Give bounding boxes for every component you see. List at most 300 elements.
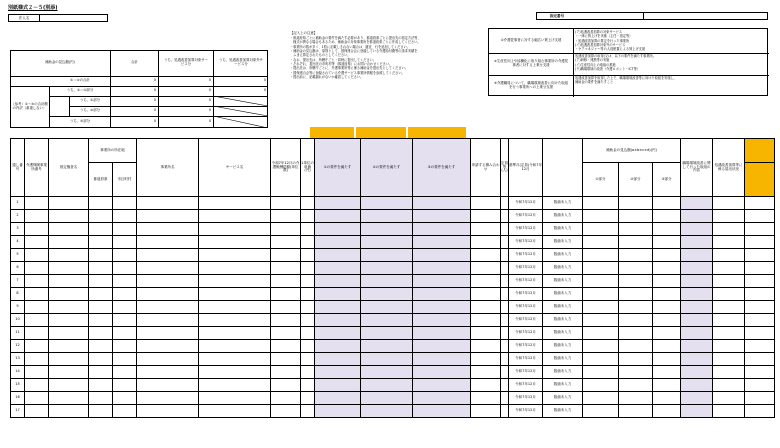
status-cell: 数値未入力 [543,392,583,405]
ext1-cell[interactable] [681,288,713,301]
kaigo-cell[interactable] [25,249,49,262]
tbd-cell[interactable] [501,353,509,366]
name-cell[interactable] [137,366,199,379]
fee-cell[interactable] [271,327,301,340]
ext2-cell[interactable] [713,262,745,275]
name-cell[interactable] [137,262,199,275]
tbd-cell[interactable] [501,314,509,327]
other-cell[interactable] [471,210,501,223]
tbd-cell[interactable] [501,340,509,353]
ext2-cell[interactable] [713,353,745,366]
city-cell[interactable] [113,275,137,288]
table-row [11,249,775,262]
pref-cell[interactable] [89,405,113,418]
req1-cell[interactable] [315,262,361,275]
ext1-cell[interactable] [681,275,713,288]
shitei-cell[interactable] [49,249,89,262]
req3-cell[interactable] [413,197,471,210]
tail-cell [745,392,775,405]
rate-cell[interactable] [301,353,315,366]
name-cell[interactable] [137,314,199,327]
pref-cell[interactable] [89,327,113,340]
fee-cell[interactable] [271,353,301,366]
req1-cell[interactable] [315,379,361,392]
req1-cell[interactable] [315,236,361,249]
pref-cell[interactable] [89,301,113,314]
req1-cell[interactable] [315,223,361,236]
shitei-cell[interactable] [49,366,89,379]
pref-cell[interactable] [89,366,113,379]
tbd-cell[interactable] [501,327,509,340]
ext1-cell[interactable] [681,236,713,249]
name-cell[interactable] [137,288,199,301]
other-cell[interactable] [471,262,501,275]
city-cell[interactable] [113,223,137,236]
fee-cell[interactable] [271,197,301,210]
ext1-cell[interactable] [681,301,713,314]
ext1-cell[interactable] [681,210,713,223]
shitei-cell[interactable] [49,340,89,353]
name-cell[interactable] [137,340,199,353]
req2-cell[interactable] [361,379,413,392]
tbd-cell[interactable] [501,236,509,249]
shitei-cell[interactable] [49,262,89,275]
city-cell[interactable] [113,327,137,340]
name-cell[interactable] [137,223,199,236]
req2-cell[interactable] [361,275,413,288]
fee-cell[interactable] [271,210,301,223]
tbd-cell[interactable] [501,405,509,418]
req1-cell[interactable] [315,288,361,301]
row-number: 1 [11,197,25,210]
kaigo-cell[interactable] [25,210,49,223]
sub3-cell [653,223,681,236]
pref-cell[interactable] [89,288,113,301]
pref-cell[interactable] [89,262,113,275]
pref-cell[interactable] [89,236,113,249]
kaigo-cell[interactable] [25,405,49,418]
rate-cell[interactable] [301,288,315,301]
sub2-cell [619,314,653,327]
rate-cell[interactable] [301,314,315,327]
service-cell[interactable] [199,327,271,340]
fee-cell[interactable] [271,379,301,392]
ext2-cell[interactable] [713,197,745,210]
req1-cell[interactable] [315,249,361,262]
kaigo-cell[interactable] [25,327,49,340]
fee-cell[interactable] [271,249,301,262]
pref-cell[interactable] [89,314,113,327]
fee-cell[interactable] [271,275,301,288]
service-cell[interactable] [199,353,271,366]
shitei-cell[interactable] [49,301,89,314]
rate-cell[interactable] [301,275,315,288]
ext1-cell[interactable] [681,353,713,366]
service-cell[interactable] [199,340,271,353]
fee-cell[interactable] [271,405,301,418]
kaigo-cell[interactable] [25,288,49,301]
row-number: 4 [11,236,25,249]
service-cell[interactable] [199,314,271,327]
req2-cell[interactable] [361,366,413,379]
table-row [11,327,775,340]
sub2-cell [619,301,653,314]
name-cell[interactable] [137,249,199,262]
req1-cell[interactable] [315,366,361,379]
service-cell[interactable] [199,301,271,314]
req1-cell[interactable] [315,210,361,223]
ext2-cell[interactable] [713,301,745,314]
ext2-cell[interactable] [713,392,745,405]
service-cell[interactable] [199,366,271,379]
tail-cell [745,275,775,288]
rate-cell[interactable] [301,366,315,379]
rate-cell[interactable] [301,249,315,262]
other-cell[interactable] [471,197,501,210]
col-rate-header: 1単位の単価(円) [301,139,315,197]
tbd-cell[interactable] [501,366,509,379]
tbd-cell[interactable] [501,223,509,236]
rate-cell[interactable] [301,379,315,392]
fee-cell[interactable] [271,314,301,327]
req2-cell[interactable] [361,327,413,340]
ext2-cell[interactable] [713,314,745,327]
summary-row-3-label: うち、①部分 [80,98,100,103]
kaigo-cell[interactable] [25,366,49,379]
sub1-cell [583,275,619,288]
req2-cell[interactable] [361,314,413,327]
city-cell[interactable] [113,210,137,223]
pref-cell[interactable] [89,379,113,392]
city-cell[interactable] [113,405,137,418]
row-number: 14 [11,366,25,379]
rate-cell[interactable] [301,405,315,418]
kaigo-cell[interactable] [25,197,49,210]
pref-cell[interactable] [89,340,113,353]
req2-cell[interactable] [361,236,413,249]
city-cell[interactable] [113,197,137,210]
ext2-cell[interactable] [713,327,745,340]
service-cell[interactable] [199,262,271,275]
kaigo-cell[interactable] [25,379,49,392]
pref-cell[interactable] [89,353,113,366]
city-cell[interactable] [113,366,137,379]
sub1-cell [583,210,619,223]
service-cell[interactable] [199,379,271,392]
req3-cell[interactable] [413,223,471,236]
city-cell[interactable] [113,262,137,275]
shitei-cell[interactable] [49,314,89,327]
tail-cell [745,353,775,366]
other-cell[interactable] [471,327,501,340]
fee-cell[interactable] [271,223,301,236]
tail-cell [745,366,775,379]
ext2-cell[interactable] [713,379,745,392]
city-cell[interactable] [113,236,137,249]
col-month-header: 基準月(定員)令和7年12月 [509,139,543,197]
req3-cell[interactable] [413,275,471,288]
kaigo-cell[interactable] [25,223,49,236]
tbd-cell[interactable] [501,392,509,405]
req3-cell[interactable] [413,314,471,327]
ext1-cell[interactable] [681,379,713,392]
req3-cell[interactable] [413,327,471,340]
name-cell[interactable] [137,210,199,223]
shitei-cell[interactable] [49,275,89,288]
req1-cell[interactable] [315,197,361,210]
ext1-cell[interactable] [681,197,713,210]
tail-cell [745,301,775,314]
other-cell[interactable] [471,366,501,379]
status-cell: 数値未入力 [543,236,583,249]
status-cell: 数値未入力 [543,379,583,392]
ext2-cell[interactable] [713,223,745,236]
req3-cell[interactable] [413,262,471,275]
rate-cell[interactable] [301,392,315,405]
office-number-input[interactable] [643,13,769,20]
status-cell: 数値未入力 [543,249,583,262]
kaigo-cell[interactable] [25,392,49,405]
sub2-cell [619,249,653,262]
corp-name-box [8,14,108,22]
name-cell[interactable] [137,301,199,314]
req3-cell[interactable] [413,366,471,379]
req2-cell[interactable] [361,249,413,262]
req3-cell[interactable] [413,353,471,366]
city-cell[interactable] [113,353,137,366]
req1-cell[interactable] [315,275,361,288]
req3-cell[interactable] [413,288,471,301]
req3-cell[interactable] [413,340,471,353]
kaigo-cell[interactable] [25,236,49,249]
other-cell[interactable] [471,392,501,405]
fee-cell[interactable] [271,366,301,379]
pref-cell[interactable] [89,210,113,223]
req2-cell[interactable] [361,405,413,418]
req2-cell[interactable] [361,197,413,210]
summary-table [10,50,268,128]
req3-cell[interactable] [413,301,471,314]
name-cell[interactable] [137,392,199,405]
shitei-cell[interactable] [49,327,89,340]
table-row [11,392,775,405]
sub2-cell [619,223,653,236]
shitei-cell[interactable] [49,197,89,210]
other-cell[interactable] [471,340,501,353]
ext1-cell[interactable] [681,392,713,405]
req3-cell[interactable] [413,379,471,392]
kaigo-cell[interactable] [25,353,49,366]
col-kaigo-header: 介護保険事業所番号 [25,139,49,197]
kaigo-cell[interactable] [25,301,49,314]
ext1-cell[interactable] [681,223,713,236]
other-cell[interactable] [471,288,501,301]
service-cell[interactable] [199,197,271,210]
req1-cell[interactable] [315,314,361,327]
service-cell[interactable] [199,236,271,249]
tbd-cell[interactable] [501,249,509,262]
kaigo-cell[interactable] [25,340,49,353]
req3-cell[interactable] [413,210,471,223]
name-cell[interactable] [137,275,199,288]
req3-cell[interactable] [413,236,471,249]
pref-cell[interactable] [89,275,113,288]
service-cell[interactable] [199,210,271,223]
rate-cell[interactable] [301,301,315,314]
pref-cell[interactable] [89,249,113,262]
city-cell[interactable] [113,340,137,353]
month-cell: 令和7年12月 [509,353,543,366]
month-cell: 令和7年12月 [509,340,543,353]
sub3-cell [653,288,681,301]
corp-name-input[interactable] [39,15,109,22]
ext2-cell[interactable] [713,249,745,262]
shitei-cell[interactable] [49,288,89,301]
ext2-cell[interactable] [713,236,745,249]
req2-cell[interactable] [361,392,413,405]
kaigo-cell[interactable] [25,275,49,288]
req1-cell[interactable] [315,405,361,418]
req3-cell[interactable] [413,249,471,262]
req2-cell[interactable] [361,288,413,301]
tbd-cell[interactable] [501,288,509,301]
rate-cell[interactable] [301,262,315,275]
shitei-cell[interactable] [49,210,89,223]
ext2-cell[interactable] [713,340,745,353]
row-number: 9 [11,301,25,314]
pref-cell[interactable] [89,197,113,210]
city-cell[interactable] [113,301,137,314]
req2-cell[interactable] [361,262,413,275]
ext2-cell[interactable] [713,210,745,223]
fee-cell[interactable] [271,236,301,249]
shitei-cell[interactable] [49,379,89,392]
ext2-cell[interactable] [713,405,745,418]
ext1-cell[interactable] [681,327,713,340]
sub2-cell [619,327,653,340]
req2-cell[interactable] [361,301,413,314]
service-cell[interactable] [199,288,271,301]
rate-cell[interactable] [301,210,315,223]
req1-cell[interactable] [315,353,361,366]
name-cell[interactable] [137,353,199,366]
service-cell[interactable] [199,405,271,418]
name-cell[interactable] [137,236,199,249]
ext1-cell[interactable] [681,340,713,353]
fee-cell[interactable] [271,301,301,314]
status-cell: 数値未入力 [543,223,583,236]
shitei-cell[interactable] [49,236,89,249]
shitei-cell[interactable] [49,392,89,405]
sub3-cell [653,197,681,210]
req1-cell[interactable] [315,301,361,314]
service-cell[interactable] [199,275,271,288]
name-cell[interactable] [137,379,199,392]
shitei-cell[interactable] [49,353,89,366]
tbd-cell[interactable] [501,210,509,223]
ext2-cell[interactable] [713,275,745,288]
shitei-cell[interactable] [49,223,89,236]
ext1-cell[interactable] [681,314,713,327]
sub3-cell [653,405,681,418]
kaigo-cell[interactable] [25,262,49,275]
sub1-cell [583,301,619,314]
city-cell[interactable] [113,249,137,262]
sub1-cell [583,249,619,262]
ext1-cell[interactable] [681,366,713,379]
fee-cell[interactable] [271,340,301,353]
service-cell[interactable] [199,392,271,405]
tbd-cell[interactable] [501,197,509,210]
city-cell[interactable] [113,314,137,327]
ext1-cell[interactable] [681,262,713,275]
rate-cell[interactable] [301,236,315,249]
other-cell[interactable] [471,405,501,418]
other-cell[interactable] [471,353,501,366]
summary-row-4-total: 0 [110,106,158,116]
service-cell[interactable] [199,249,271,262]
ext2-cell[interactable] [713,288,745,301]
req2-cell[interactable] [361,210,413,223]
shitei-cell[interactable] [49,405,89,418]
tbd-cell[interactable] [501,262,509,275]
other-cell[interactable] [471,314,501,327]
name-cell[interactable] [137,327,199,340]
other-cell[interactable] [471,301,501,314]
kaigo-cell[interactable] [25,314,49,327]
rate-cell[interactable] [301,327,315,340]
fee-cell[interactable] [271,288,301,301]
tail-cell [745,210,775,223]
other-cell[interactable] [471,223,501,236]
req3-cell[interactable] [413,405,471,418]
city-cell[interactable] [113,379,137,392]
service-cell[interactable] [199,223,271,236]
req2-cell[interactable] [361,353,413,366]
req2-cell[interactable] [361,340,413,353]
pref-cell[interactable] [89,223,113,236]
tbd-cell[interactable] [501,379,509,392]
ext1-cell[interactable] [681,405,713,418]
tbd-cell[interactable] [501,301,509,314]
name-cell[interactable] [137,405,199,418]
rate-cell[interactable] [301,197,315,210]
other-cell[interactable] [471,275,501,288]
city-cell[interactable] [113,392,137,405]
req1-cell[interactable] [315,392,361,405]
sub2-cell [619,197,653,210]
ext2-cell[interactable] [713,366,745,379]
other-cell[interactable] [471,249,501,262]
ext1-cell[interactable] [681,249,713,262]
tbd-cell[interactable] [501,275,509,288]
rate-cell[interactable] [301,223,315,236]
rate-cell[interactable] [301,340,315,353]
req3-cell[interactable] [413,392,471,405]
month-cell: 令和7年12月 [509,275,543,288]
city-cell[interactable] [113,288,137,301]
req1-cell[interactable] [315,327,361,340]
req1-cell[interactable] [315,340,361,353]
other-cell[interactable] [471,379,501,392]
name-cell[interactable] [137,197,199,210]
other-cell[interactable] [471,236,501,249]
fee-cell[interactable] [271,392,301,405]
fee-cell[interactable] [271,262,301,275]
req2-cell[interactable] [361,223,413,236]
sub1-cell [583,314,619,327]
pref-cell[interactable] [89,392,113,405]
